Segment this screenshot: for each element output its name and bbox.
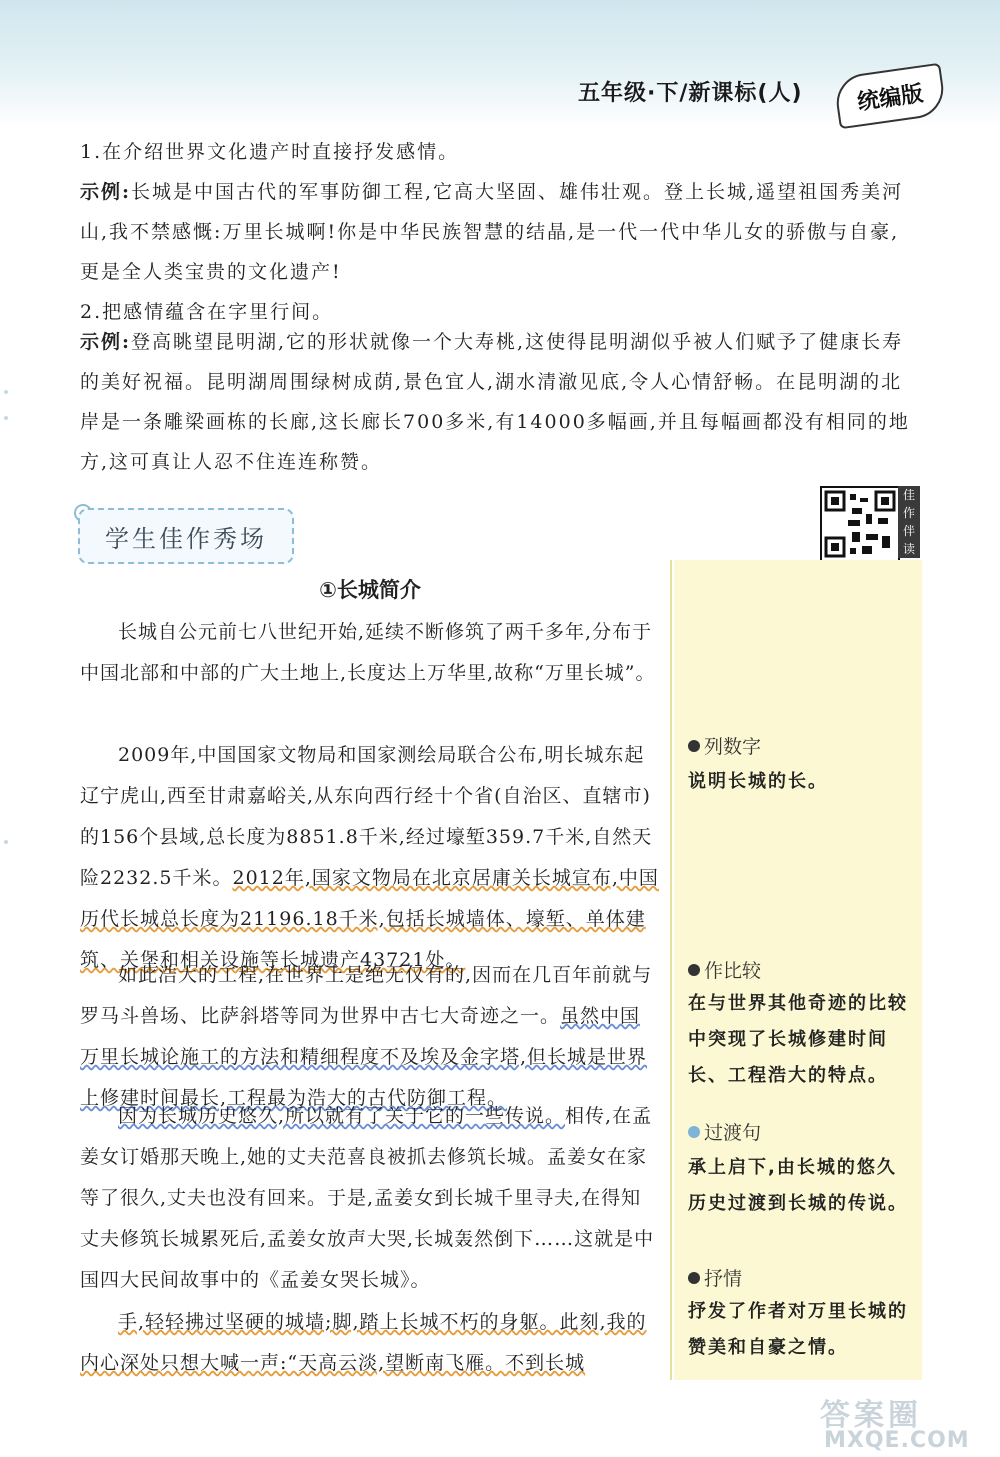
note-tag-comparison: [688, 956, 761, 983]
essay-title-text: 长城简介: [336, 578, 421, 602]
qr-label: [898, 486, 920, 558]
essay-title: [80, 574, 660, 604]
transition-sentence: 因为长城历史悠久,所以就有了关于它的一些传说。: [118, 1105, 566, 1127]
header-title: 五年级·下/新课标(人): [578, 81, 803, 106]
example-text: 登高眺望昆明湖,它的形状就像一个大寿桃,这使得昆明湖似乎被人们赋予了健康长寿的美好祝福。昆明湖周围绿树成荫,景色宜人,湖水清澈见底,令人心情舒畅。在昆明湖的北岸是一条雕梁画栋的长廊,这长廊长700多米,有14000多幅画,并且每幅画都没有相同的地方,这可真让人忍不住连连称赞。: [80, 331, 910, 473]
note-tag-label: 作比较: [704, 960, 762, 982]
essay-number: ①: [319, 578, 337, 602]
margin-dot: [4, 416, 8, 420]
watermark-top: 答案圈: [820, 1398, 922, 1433]
note-text: 说明长城的长。: [688, 771, 828, 792]
example-text: 长城是中国古代的军事防御工程,它高大坚固、雄伟壮观。登上长城,遥望祖国秀美河山,我不禁感慨:万里长城啊!你是中华民族智慧的结晶,是一代一代中华儿女的骄傲与自豪,更是全人类宝贵的文化遗产!: [80, 181, 904, 283]
qr-label-char: 伴: [902, 524, 915, 538]
note-text: 在与世界其他奇迹的比较中突现了长城修建时间长、工程浩大的特点。: [688, 993, 908, 1086]
underlined-sentence: 虽然中国万里长城论施工的方法和精细程度不及埃及金字塔,但长城是世界上修建时间最长,工程最为浩大的古代防御工程。: [80, 1005, 648, 1109]
qr-code-icon: [822, 488, 898, 560]
example-label: 示例:: [80, 331, 132, 353]
qr-code[interactable]: [820, 486, 900, 562]
tip-1-heading: 1.在介绍世界文化遗产时直接抒发感情。: [80, 141, 460, 163]
watermark: [800, 1390, 1000, 1457]
essay-paragraph-4: [80, 1096, 660, 1301]
edition-badge: 统编版: [833, 63, 947, 130]
essay-paragraph-5: 手,轻轻拂过坚硬的城墙;脚,踏上长城不朽的身躯。此刻,我的内心深处只想大喊一声:“天高云淡,望断南飞雁。不到长城: [80, 1311, 647, 1374]
note-tag-transition: [688, 1118, 761, 1145]
section-banner: 学生佳作秀场: [78, 508, 294, 564]
essay-sentence: 2009年,中国国家文物局和国家测绘局联合公布,明长城东起辽宁虎山,西至甘肃嘉峪关,从东向西行经十个省(自治区、直辖市)的156个县域,总长度为8851.8千米,经过壕堑359.7千米,自然天险2232.5千米。: [80, 744, 653, 889]
essay-paragraph-1: 长城自公元前七八世纪开始,延续不断修筑了两千多年,分布于中国北部和中部的广大土地上,长度达上万华里,故称“万里长城”。: [80, 621, 656, 684]
note-tag-label: 过渡句: [704, 1122, 762, 1144]
note-text: 承上启下,由长城的悠久历史过渡到长城的传说。: [688, 1157, 908, 1214]
note-text: 抒发了作者对万里长城的赞美和自豪之情。: [688, 1301, 908, 1358]
underlined-sentence: 2012年,国家文物局在北京居庸关长城宣布,中国历代长城总长度为21196.18千米,包括长城墙体、壕堑、单体建筑、关堡和相关设施等长城遗产43721处。: [80, 867, 659, 971]
margin-decoration: [0, 380, 14, 880]
note-tag-emotion: [688, 1264, 742, 1291]
note-bullet-icon: [688, 740, 700, 752]
tip-1-example: [80, 172, 920, 292]
note-bullet-icon: [688, 1272, 700, 1284]
note-bullet-icon: [688, 964, 700, 976]
essay-sentence: 相传,在孟姜女订婚那天晚上,她的丈夫范喜良被抓去修筑长城。孟姜女在家等了很久,丈夫也没有回来。于是,孟姜女到长城千里寻夫,在得知丈夫修筑长城累死后,孟姜女放声大哭,长城轰然倒下……这就是中国四大民间故事中的《孟姜女哭长城》。: [80, 1105, 655, 1291]
qr-label-char: 佳: [902, 488, 915, 502]
essay-paragraph-3: [80, 955, 660, 1119]
example-label: 示例:: [80, 181, 132, 203]
margin-dot: [4, 840, 8, 844]
margin-dot: [4, 390, 8, 394]
note-tag-label: 列数字: [704, 736, 762, 758]
note-tag-list-numbers: [688, 732, 761, 759]
watermark-bottom: MXQE.COM: [824, 1428, 970, 1453]
note-bullet-icon: [688, 1126, 700, 1138]
tip-2-heading: 2.把感情蕴含在字里行间。: [80, 301, 334, 323]
note-tag-label: 抒情: [704, 1268, 743, 1290]
essay-paragraph-2: [80, 735, 660, 981]
essay-sentence: 如此浩大的工程,在世界上是绝无仅有的,因而在几百年前就与罗马斗兽场、比萨斜塔等同为世界中古七大奇迹之一。: [80, 964, 653, 1027]
tip-2-example: [80, 322, 920, 482]
column-divider: [670, 560, 672, 1380]
qr-label-char: 读: [902, 542, 915, 556]
qr-label-char: 作: [902, 506, 915, 520]
